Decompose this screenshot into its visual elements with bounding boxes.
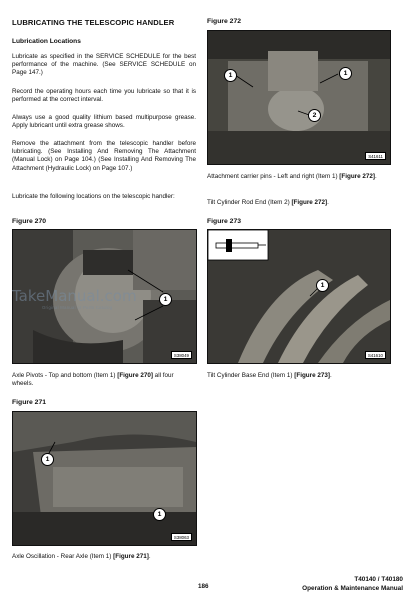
paragraph-record-hours: Record the operating hours each time you lubricate so that it is performed at the correct interval. [12, 88, 196, 104]
figure-273-callout-1: 1 [316, 279, 329, 292]
figure-271-caption [12, 553, 196, 561]
figure-271-callout-2: 1 [153, 508, 166, 521]
figure-272-caption-2 [207, 199, 389, 207]
figure-273-caption-text: Tilt Cylinder Base End (Item 1) [207, 372, 295, 379]
figure-271-caption-ref: [Figure 271] [113, 553, 149, 560]
paragraph-schedule-text: Lubricate as specified in the SERVICE SCHEDULE for the best performance of the machine. (See SERVICE SCHEDULE on Page 147.) [12, 53, 196, 77]
attachment-carrier-illustration [208, 31, 390, 164]
figure-270-caption-tail: all four wheels. [12, 372, 174, 388]
page-number: 186 [198, 583, 209, 590]
section-title: LUBRICATING THE TELESCOPIC HANDLER [12, 18, 175, 27]
figure-272-code: S41611 [365, 152, 386, 160]
figure-270-label: Figure 270 [12, 218, 46, 225]
figure-271-label: Figure 271 [12, 399, 46, 406]
figure-270-caption [12, 372, 196, 388]
figure-273-code: S41610 [365, 351, 386, 359]
figure-272-caption2-text: Tilt Cylinder Rod End (Item 2) [207, 199, 292, 206]
paragraph-grease: Always use a good quality lithium based multipurpose grease. Apply lubricant until extra grease shows. [12, 114, 196, 130]
watermark-subtitle: Original Manual or Parts Catalog [42, 305, 113, 310]
figure-272-callout-2: 2 [308, 109, 321, 122]
figure-272-photo [207, 30, 391, 165]
figure-271-caption-text: Axle Oscillation - Rear Axle (Item 1) [12, 553, 114, 560]
figure-270-callout-1: 1 [159, 293, 172, 306]
figure-271-code: S38063 [171, 533, 192, 541]
footer-manual-title: Operation & Maintenance Manual [302, 584, 403, 592]
figure-271-photo [12, 411, 197, 546]
section-subtitle: Lubrication Locations [12, 38, 81, 45]
watermark: TakeManual.com [12, 287, 137, 305]
rear-axle-illustration [13, 412, 196, 545]
footer-model: T40140 / T40180 [354, 576, 403, 583]
figure-273-caption [207, 372, 389, 380]
figure-271-callout-1: 1 [41, 453, 54, 466]
figure-272-caption [207, 173, 389, 181]
figure-273-label: Figure 273 [207, 218, 241, 225]
figure-270-caption-text: Axle Pivots - Top and bottom (Item 1) [12, 372, 118, 379]
figure-270-code: S38049 [171, 351, 192, 359]
paragraph-schedule [12, 53, 196, 78]
figure-272-caption2-ref: [Figure 272] [291, 199, 328, 206]
figure-272-caption-tail: . [375, 173, 377, 180]
figure-271-caption-tail: . [148, 553, 151, 560]
figure-272-caption2-tail: . [327, 199, 329, 206]
figure-272-callout-1-right: 1 [339, 67, 352, 80]
paragraph-remove-attachment: Remove the attachment from the telescopic handler before lubricating. (See Installing And Removing The Attachment (Manual Lock) on Page 104.) (See Installing And Removing The Attachment (Hydraulic Lock) on Page 107.) [12, 140, 196, 172]
figure-272-caption-text: Attachment carrier pins - Left and right (Item 1) [207, 173, 340, 180]
figure-273-photo [207, 229, 391, 364]
paragraph-locations: Lubricate the following locations on the telescopic handler: [12, 193, 175, 200]
footer-model-block [243, 576, 403, 593]
figure-270-caption-ref: [Figure 270] [117, 372, 153, 379]
figure-272-callout-1-left: 1 [224, 69, 237, 82]
figure-273-caption-tail: . [329, 372, 332, 379]
tilt-cylinder-illustration [208, 230, 390, 363]
figure-272-caption-ref: [Figure 272] [339, 173, 375, 180]
figure-273-caption-ref: [Figure 273] [294, 372, 330, 379]
figure-272-label: Figure 272 [207, 18, 241, 25]
